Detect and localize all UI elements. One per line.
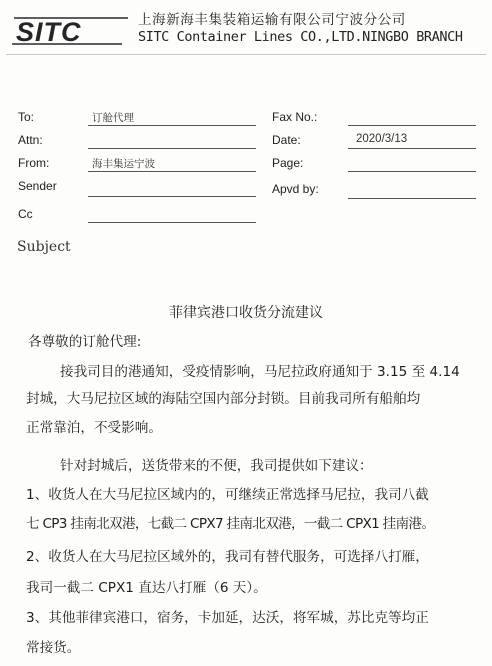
date-line [348,148,476,149]
body-line-3: 正常靠泊，不受影响。 [26,420,162,436]
to-value: 订舱代理 [92,112,134,124]
company-name-chinese: 上海新海丰集装箱运输有限公司宁波分公司 [138,12,406,28]
sender-line [88,196,256,197]
suggestion-1-line-1: 1、收货人在大马尼拉区域内的，可继续正常选择马尼拉，我司八截 [26,487,429,503]
from-label: From: [18,156,50,170]
body-line-4: 针对封城后，送货带来的不便，我司提供如下建议： [60,458,373,474]
fax-number-label: Fax No.: [272,110,318,124]
approved-by-line [348,198,476,199]
sitc-logo [10,10,130,50]
suggestion-1-line-2: 七 CP3 挂南北双港，七截二 CPX7 挂南北双港，一截二 CPX1 挂南港。 [26,516,435,532]
notice-title: 菲律宾港口收货分流建议 [169,305,323,321]
sender-label: Sender [18,179,57,193]
page-line [348,171,476,172]
subject-label: Subject [17,239,71,255]
date-value: 2020/3/13 [356,133,408,145]
suggestion-3-line-2: 常接货。 [26,640,81,656]
to-line [88,125,256,126]
fax-number-line [348,125,476,126]
suggestion-3-line-1: 3、其他菲律宾港口，宿务，卡加延，达沃，将军城，苏比克等均正 [26,610,429,626]
date-label: Date: [272,133,301,147]
attn-line [88,148,256,149]
suggestion-2-line-2: 我司一截二 CPX1 直达八打雁（6 天）。 [26,580,267,596]
page-label: Page: [272,156,304,170]
body-line-2: 封城，大马尼拉区域的海陆空国内部分封锁。目前我司所有船舶均 [26,391,421,407]
from-line [88,171,256,172]
sitc-logo-text: SITC [16,17,82,47]
cc-label: Cc [18,207,33,221]
from-value: 海丰集运宁波 [92,158,155,170]
cc-line [88,222,256,223]
company-name-english: SITC Container Lines CO.,LTD.NINGBO BRANCH [138,29,463,45]
to-label: To: [18,110,35,124]
header-divider [6,54,486,55]
suggestion-2-line-1: 2、收货人在大马尼拉区域外的，我司有替代服务，可选择八打雁， [26,549,429,565]
attn-label: Attn: [18,133,43,147]
salutation: 各尊敬的订舱代理: [28,334,142,350]
body-line-1: 接我司目的港通知，受疫情影响，马尼拉政府通知于 3.15 至 4.14 [60,364,460,380]
approved-by-label: Apvd by: [272,182,319,196]
